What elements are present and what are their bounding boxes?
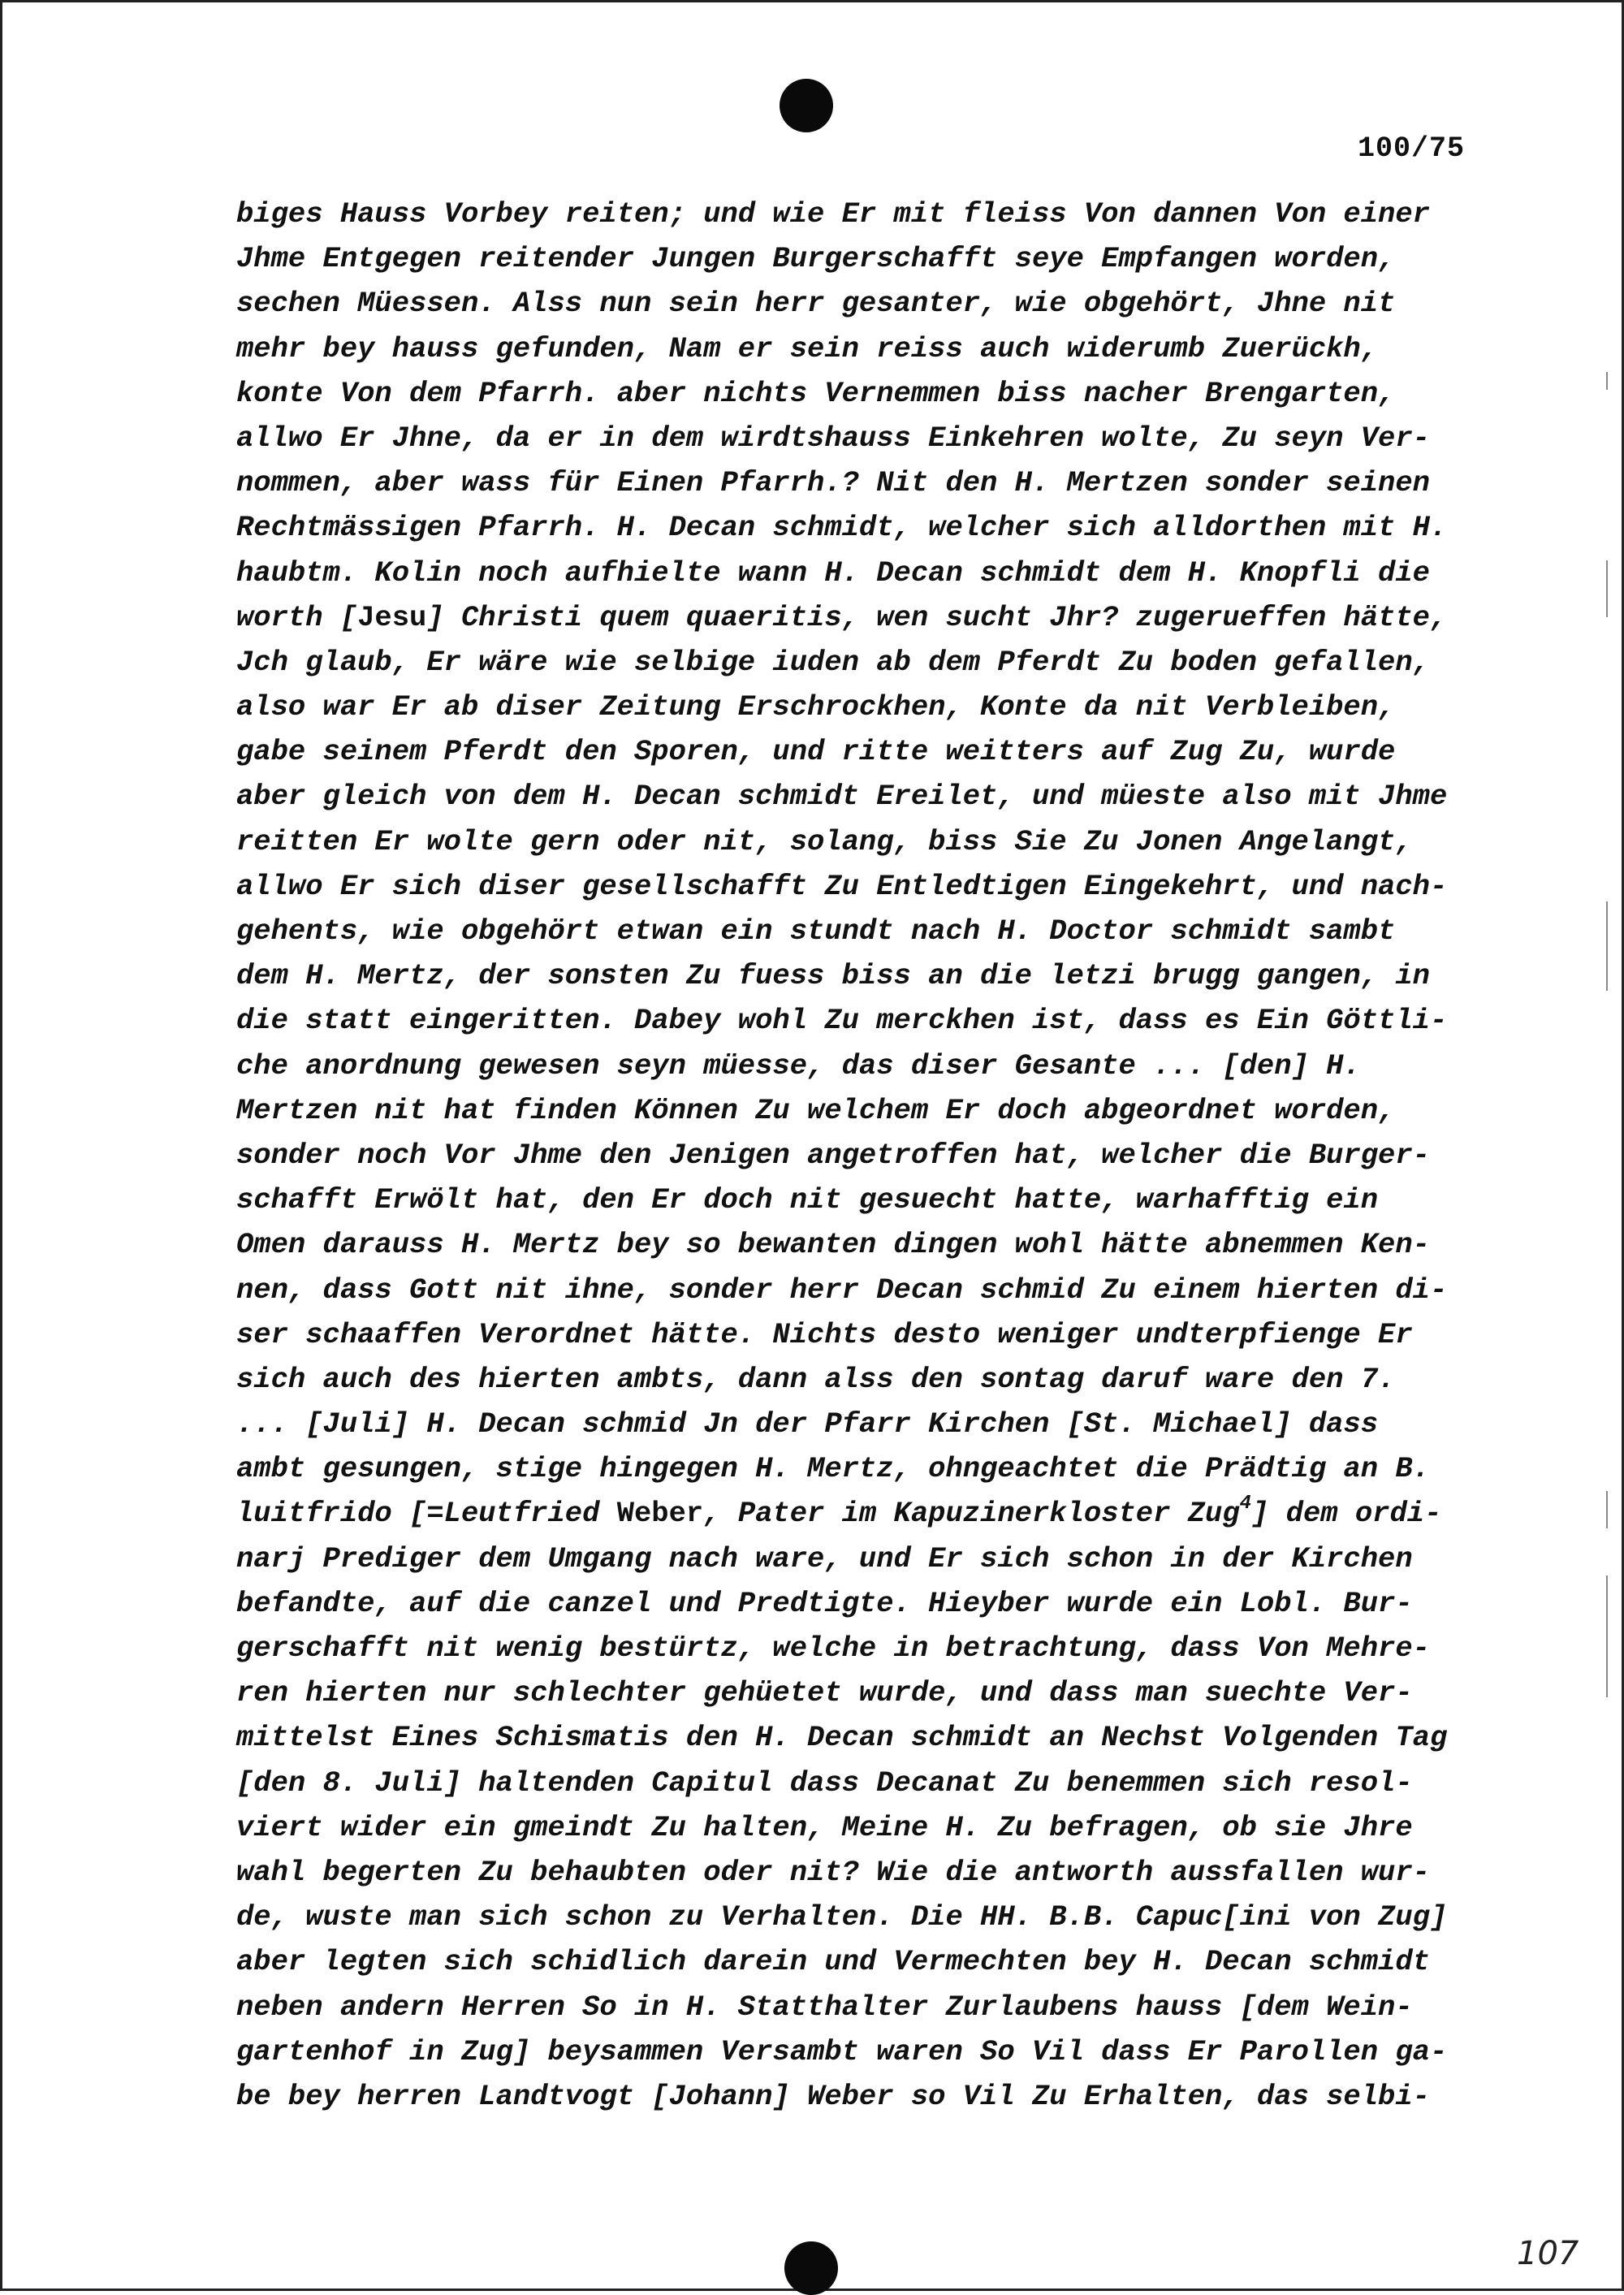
text-line (236, 1268, 1487, 1312)
text-segment: wahl begerten Zu behaubten oder nit? Wie die antworth aussfallen wur- (236, 1855, 1430, 1889)
text-line (236, 864, 1487, 909)
text-segment: de, wuste man sich schon zu Verhalten. Die HH. B.B. Capuc[ini von Zug] (236, 1900, 1448, 1934)
text-segment: luitfrido [=Leutfried (236, 1497, 617, 1531)
text-segment: mehr bey hauss gefunden, Nam er sein reiss auch widerumb Zuerückh, (236, 331, 1379, 365)
margin-mark (1606, 560, 1608, 617)
text-segment: viert wider ein gmeindt Zu halten, Meine H. Zu befragen, ob sie Jhre (236, 1810, 1413, 1844)
text-line (236, 1312, 1487, 1357)
text-segment: Omen darauss H. Mertz bey so bewanten dingen wohl hätte abnemmen Ken- (236, 1228, 1430, 1262)
text-line (236, 1895, 1487, 1939)
text-line (236, 640, 1487, 685)
text-segment: Mertzen nit hat finden Können Zu welchem Er doch abgeordnet worden, (236, 1093, 1396, 1127)
margin-mark (1606, 1575, 1608, 1697)
text-line (236, 1088, 1487, 1133)
text-segment: mittelst Eines Schismatis den H. Decan schmidt an Nechst Volgenden Tag (236, 1721, 1448, 1755)
text-segment: dem H. Mertz, der sonsten Zu fuess biss an die letzi brugg gangen, in (236, 959, 1430, 993)
text-line (236, 551, 1487, 595)
text-segment: die statt eingeritten. Dabey wohl Zu merckhen ist, dass es Ein Göttli- (236, 1004, 1448, 1038)
text-line (236, 1761, 1487, 1805)
text-segment: Jch glaub, Er wäre wie selbige iuden ab dem Pferdt Zu boden gefallen, (236, 645, 1430, 679)
text-line (236, 1850, 1487, 1895)
text-line (236, 1044, 1487, 1088)
text-line (236, 416, 1487, 460)
text-line (236, 1133, 1487, 1178)
text-line (236, 505, 1487, 550)
text-line (236, 2029, 1487, 2074)
text-segment: also war Er ab diser Zeitung Erschrockhen, Konte da nit Verbleiben, (236, 690, 1396, 724)
text-segment: reitten Er wolte gern oder nit, solang, biss Sie Zu Jonen Angelangt, (236, 824, 1413, 858)
punch-hole-top (780, 79, 833, 132)
margin-mark (1606, 901, 1608, 991)
text-segment: ambt gesungen, stige hingegen H. Mertz, ohngeachtet die Prädtig an B. (236, 1452, 1430, 1486)
text-segment: neben andern Herren So in H. Statthalter Zurlaubens hauss [dem Wein- (236, 1990, 1413, 2024)
text-segment: haubtm. Kolin noch aufhielte wann H. Decan schmidt dem H. Knopfli die (236, 555, 1430, 590)
text-segment: ser schaaffen Verordnet hätte. Nichts desto weniger undterpfienge Er (236, 1317, 1413, 1351)
text-segment: sechen Müessen. Alss nun sein herr gesanter, wie obgehört, Jhne nit (236, 287, 1396, 321)
text-segment: gabe seinem Pferdt den Sporen, und ritte weitters auf Zug Zu, wurde (236, 735, 1396, 769)
text-line (236, 1670, 1487, 1715)
text-segment: befandte, auf die canzel und Predtigte. Hieyber wurde ein Lobl. Bur- (236, 1586, 1413, 1620)
text-line (236, 1626, 1487, 1670)
text-segment: biges Hauss Vorbey reiten; und wie Er mit fleiss Von dannen Von einer (236, 197, 1430, 231)
text-line (236, 1178, 1487, 1222)
text-segment: gehents, wie obgehört etwan ein stundt nach H. Doctor schmidt sambt (236, 914, 1396, 948)
text-line (236, 953, 1487, 998)
text-line (236, 1222, 1487, 1267)
text-line (236, 1402, 1487, 1446)
text-segment: , Pater im Kapuzinerkloster Zug (703, 1497, 1240, 1531)
text-line (236, 729, 1487, 774)
transcription-body (236, 192, 1487, 2119)
text-segment: gartenhof in Zug] beysammen Versambt waren So Vil dass Er Parollen ga- (236, 2034, 1448, 2068)
text-segment: schafft Erwölt hat, den Er doch nit gesuecht hatte, warhafftig ein (236, 1183, 1379, 1217)
text-line (236, 192, 1487, 236)
text-line (236, 236, 1487, 281)
text-line (236, 685, 1487, 729)
text-line (236, 595, 1487, 640)
text-segment: nen, dass Gott nit ihne, sonder herr Decan schmid Zu einem hierten di- (236, 1273, 1448, 1307)
text-segment: che anordnung gewesen seyn müesse, das diser Gesante ... [den] H. (236, 1048, 1361, 1083)
text-segment: nommen, aber wass für Einen Pfarrh.? Nit den H. Mertzen sonder seinen (236, 466, 1430, 500)
text-segment: sich auch des hierten ambts, dann alss den sontag daruf ware den 7. (236, 1362, 1396, 1396)
text-line (236, 460, 1487, 505)
archive-number: 107 (1517, 2235, 1579, 2272)
text-segment: worth [ (236, 600, 358, 634)
text-line (236, 281, 1487, 326)
text-segment: ... [Juli] H. Decan schmid Jn der Pfarr Kirchen [St. Michael] dass (236, 1407, 1379, 1441)
text-line (236, 998, 1487, 1043)
text-line (236, 1715, 1487, 1760)
text-line (236, 1536, 1487, 1581)
text-segment: Rechtmässigen Pfarrh. H. Decan schmidt, welcher sich alldorthen mit H. (236, 511, 1448, 545)
page-reference: 100/75 (1358, 132, 1466, 165)
text-segment: [den 8. Juli] haltenden Capitul dass Decanat Zu benemmen sich resol- (236, 1766, 1413, 1800)
spaced-term: Jesu (357, 600, 427, 634)
text-segment: ren hierten nur schlechter gehüetet wurde, und dass man suechte Ver- (236, 1676, 1413, 1710)
text-segment: allwo Er Jhne, da er in dem wirdtshauss Einkehren wolte, Zu seyn Ver- (236, 421, 1430, 455)
text-segment: ] dem ordi- (1251, 1497, 1442, 1531)
text-line (236, 1581, 1487, 1626)
text-line (236, 1805, 1487, 1850)
text-line (236, 326, 1487, 371)
text-segment: konte Von dem Pfarrh. aber nichts Vernemmen biss nacher Brengarten, (236, 376, 1396, 410)
text-segment: allwo Er sich diser gesellschafft Zu Entledtigen Eingekehrt, und nach- (236, 869, 1448, 903)
text-line (236, 774, 1487, 819)
text-line (236, 371, 1487, 416)
text-line (236, 1939, 1487, 1984)
text-line (236, 1446, 1487, 1491)
text-line (236, 1491, 1487, 1536)
spaced-term: Weber (616, 1497, 704, 1531)
punch-hole-bottom (784, 2241, 838, 2295)
text-line (236, 1357, 1487, 1402)
text-segment: sonder noch Vor Jhme den Jenigen angetroffen hat, welcher die Burger- (236, 1138, 1430, 1172)
text-line (236, 909, 1487, 953)
text-segment: gerschafft nit wenig bestürtz, welche in betrachtung, dass Von Mehre- (236, 1632, 1430, 1665)
text-segment: be bey herren Landtvogt [Johann] Weber so Vil Zu Erhalten, das selbi- (236, 2079, 1430, 2113)
text-segment: ] Christi quem quaeritis, wen sucht Jhr? zugerueffen hätte, (426, 600, 1448, 634)
footnote-ref: 4 (1239, 1492, 1252, 1515)
text-segment: aber legten sich schidlich darein und Vermechten bey H. Decan schmidt (236, 1945, 1430, 1979)
text-line (236, 2074, 1487, 2119)
margin-mark (1606, 372, 1608, 390)
text-segment: narj Prediger dem Umgang nach ware, und Er sich schon in der Kirchen (236, 1541, 1413, 1575)
text-segment: Jhme Entgegen reitender Jungen Burgerschafft seye Empfangen worden, (236, 242, 1396, 276)
text-line (236, 1985, 1487, 2029)
text-line (236, 819, 1487, 864)
text-segment: aber gleich von dem H. Decan schmidt Ereilet, und müeste also mit Jhme (236, 780, 1448, 814)
margin-mark (1606, 1491, 1608, 1528)
